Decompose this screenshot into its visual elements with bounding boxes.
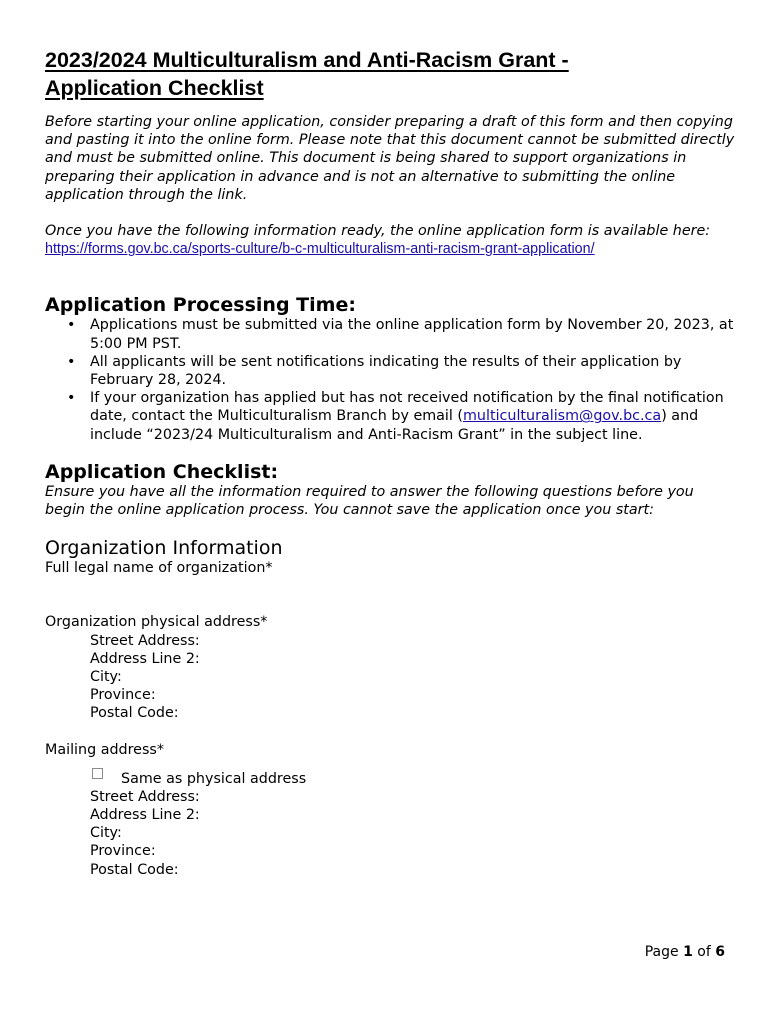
address-line2-label: Address Line 2:: [90, 806, 200, 823]
bullet-text: All applicants will be sent notifications indicating the results of their application by February 28, 2024.: [90, 353, 682, 389]
bullet-icon: •: [67, 317, 76, 334]
bullet-icon: •: [67, 390, 76, 407]
document-page: [45, 46, 735, 879]
of-label: of: [697, 944, 711, 960]
same-as-physical-label: Same as physical address: [121, 770, 307, 787]
mailing-address-fields: [45, 788, 735, 879]
bullet-text: Applications must be submitted via the online application form by November 20, 2023, at 5:00 PM PST.: [90, 317, 734, 352]
title-line-1: 2023/2024 Multiculturalism and Anti-Racism Grant -: [45, 48, 569, 72]
list-item: [45, 316, 735, 352]
city-label: City:: [90, 825, 122, 842]
physical-address-label: Organization physical address*: [45, 614, 268, 631]
legal-name-label: Full legal name of organization*: [45, 560, 273, 577]
city-label: City:: [90, 669, 122, 686]
checklist-note: Ensure you have all the information required to answer the following questions before you begin the online application process. You cannot save the application once you start:: [45, 483, 694, 519]
list-item: [45, 389, 735, 444]
address-line2-label: Address Line 2:: [90, 650, 200, 667]
title-line-2: Application Checklist: [45, 76, 264, 100]
checklist-heading: Application Checklist:: [45, 460, 279, 483]
online-form-link[interactable]: https://forms.gov.bc.ca/sports-culture/b-c-multiculturalism-anti-racism-grant-application/: [45, 241, 595, 258]
province-label: Province:: [90, 843, 156, 860]
same-as-physical-checkbox[interactable]: [92, 768, 103, 779]
processing-heading: Application Processing Time:: [45, 294, 356, 317]
page-label: Page: [644, 944, 679, 960]
intro-paragraph: Before starting your online application, consider preparing a draft of this form and then copying and pasting it into the online form. Please note that this document cannot be submitted directly and must be submitted online. This document is being shared to support organizations in preparing their application in advance and is not an alternative to submitting the online application through the link.: [45, 114, 735, 203]
street-address-label: Street Address:: [90, 788, 200, 805]
total-pages: 6: [715, 944, 725, 960]
postal-code-label: Postal Code:: [90, 705, 179, 722]
current-page: 1: [683, 944, 693, 960]
postal-code-label: Postal Code:: [90, 861, 179, 878]
mailing-address-label: Mailing address*: [45, 741, 165, 758]
org-info-heading: Organization Information: [45, 537, 283, 560]
bullet-text-end: ) and include “2023/24 Multiculturalism and Anti-Racism Grant” in the subject line.: [90, 408, 699, 443]
bullet-text: If your organization has applied but has not received notification by the final notification date, contact the Multiculturalism Branch by email (: [90, 390, 724, 425]
province-label: Province:: [90, 687, 156, 704]
street-address-label: Street Address:: [90, 632, 200, 649]
bullet-icon: •: [67, 353, 76, 370]
list-item: [45, 353, 735, 389]
processing-list: [45, 316, 735, 443]
physical-address-fields: [45, 632, 735, 723]
page-number: [645, 944, 725, 960]
same-as-physical-row[interactable]: [45, 768, 735, 788]
availability-text: Once you have the following information ready, the online application form is available here:: [45, 223, 711, 240]
document-title: [45, 46, 735, 102]
email-link[interactable]: multiculturalism@gov.bc.ca: [463, 408, 662, 425]
availability-paragraph: [45, 222, 735, 258]
